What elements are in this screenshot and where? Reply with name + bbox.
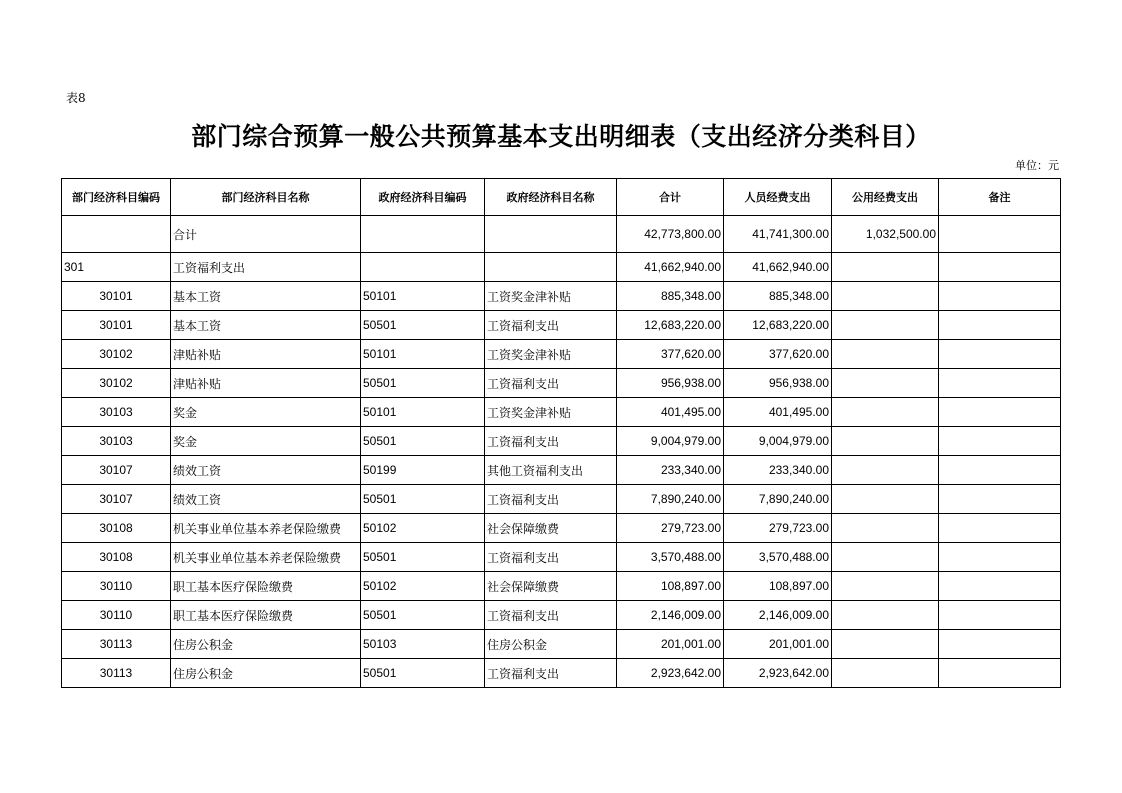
- dept-name-cell: 合计: [171, 216, 361, 253]
- budget-table: [61, 178, 1061, 688]
- gov-name-cell: 住房公积金: [485, 630, 617, 659]
- remark-cell: [939, 311, 1061, 340]
- dept-code-cell: 30102: [62, 340, 171, 369]
- dept-name-cell: 绩效工资: [171, 485, 361, 514]
- gov-name-cell: 工资福利支出: [485, 427, 617, 456]
- dept-name-cell: 奖金: [171, 398, 361, 427]
- dept-code-cell: 30102: [62, 369, 171, 398]
- table-row: [62, 659, 1061, 688]
- public-cell: [832, 311, 939, 340]
- dept-code-cell: 30107: [62, 485, 171, 514]
- gov-code-cell: 50501: [361, 659, 485, 688]
- personnel-cell: 7,890,240.00: [724, 485, 832, 514]
- total-cell: 279,723.00: [617, 514, 724, 543]
- remark-cell: [939, 282, 1061, 311]
- gov-code-cell: 50501: [361, 427, 485, 456]
- public-cell: [832, 427, 939, 456]
- dept-name-cell: 机关事业单位基本养老保险缴费: [171, 543, 361, 572]
- total-cell: 401,495.00: [617, 398, 724, 427]
- dept-name-cell: 基本工资: [171, 311, 361, 340]
- public-cell: [832, 485, 939, 514]
- col-header-gov-code: 政府经济科目编码: [361, 179, 485, 216]
- col-header-dept-code: 部门经济科目编码: [62, 179, 171, 216]
- table-row: [62, 456, 1061, 485]
- personnel-cell: 201,001.00: [724, 630, 832, 659]
- total-cell: 3,570,488.00: [617, 543, 724, 572]
- public-cell: 1,032,500.00: [832, 216, 939, 253]
- table-header-row: [62, 179, 1061, 216]
- gov-name-cell: 工资福利支出: [485, 601, 617, 630]
- personnel-cell: 2,146,009.00: [724, 601, 832, 630]
- personnel-cell: 41,662,940.00: [724, 253, 832, 282]
- total-cell: 2,146,009.00: [617, 601, 724, 630]
- personnel-cell: 2,923,642.00: [724, 659, 832, 688]
- dept-code-cell: [62, 216, 171, 253]
- total-cell: 9,004,979.00: [617, 427, 724, 456]
- remark-cell: [939, 398, 1061, 427]
- personnel-cell: 233,340.00: [724, 456, 832, 485]
- total-cell: 108,897.00: [617, 572, 724, 601]
- dept-name-cell: 机关事业单位基本养老保险缴费: [171, 514, 361, 543]
- public-cell: [832, 282, 939, 311]
- personnel-cell: 401,495.00: [724, 398, 832, 427]
- gov-code-cell: 50102: [361, 572, 485, 601]
- table-row: [62, 572, 1061, 601]
- col-header-total: 合计: [617, 179, 724, 216]
- remark-cell: [939, 485, 1061, 514]
- table-row-total: [62, 216, 1061, 253]
- gov-name-cell: 工资福利支出: [485, 543, 617, 572]
- gov-code-cell: 50102: [361, 514, 485, 543]
- dept-code-cell: 30107: [62, 456, 171, 485]
- dept-name-cell: 住房公积金: [171, 630, 361, 659]
- public-cell: [832, 572, 939, 601]
- total-cell: 42,773,800.00: [617, 216, 724, 253]
- remark-cell: [939, 601, 1061, 630]
- gov-name-cell: 工资福利支出: [485, 311, 617, 340]
- table-row: [62, 398, 1061, 427]
- gov-name-cell: [485, 216, 617, 253]
- dept-code-cell: 30110: [62, 601, 171, 630]
- public-cell: [832, 253, 939, 282]
- table-row: [62, 282, 1061, 311]
- total-cell: 201,001.00: [617, 630, 724, 659]
- personnel-cell: 12,683,220.00: [724, 311, 832, 340]
- gov-name-cell: 工资福利支出: [485, 659, 617, 688]
- total-cell: 956,938.00: [617, 369, 724, 398]
- dept-name-cell: 绩效工资: [171, 456, 361, 485]
- personnel-cell: 9,004,979.00: [724, 427, 832, 456]
- dept-name-cell: 工资福利支出: [171, 253, 361, 282]
- gov-name-cell: 工资奖金津补贴: [485, 282, 617, 311]
- table-row: [62, 485, 1061, 514]
- dept-name-cell: 职工基本医疗保险缴费: [171, 601, 361, 630]
- personnel-cell: 279,723.00: [724, 514, 832, 543]
- dept-name-cell: 津贴补贴: [171, 340, 361, 369]
- personnel-cell: 377,620.00: [724, 340, 832, 369]
- col-header-dept-name: 部门经济科目名称: [171, 179, 361, 216]
- gov-code-cell: 50501: [361, 311, 485, 340]
- gov-code-cell: 50501: [361, 601, 485, 630]
- gov-code-cell: 50101: [361, 340, 485, 369]
- total-cell: 885,348.00: [617, 282, 724, 311]
- remark-cell: [939, 659, 1061, 688]
- public-cell: [832, 514, 939, 543]
- col-header-remark: 备注: [939, 179, 1061, 216]
- public-cell: [832, 398, 939, 427]
- dept-name-cell: 住房公积金: [171, 659, 361, 688]
- col-header-personnel: 人员经费支出: [724, 179, 832, 216]
- public-cell: [832, 630, 939, 659]
- personnel-cell: 41,741,300.00: [724, 216, 832, 253]
- total-cell: 2,923,642.00: [617, 659, 724, 688]
- gov-name-cell: 社会保障缴费: [485, 572, 617, 601]
- gov-code-cell: [361, 216, 485, 253]
- dept-code-cell: 301: [62, 253, 171, 282]
- total-cell: 7,890,240.00: [617, 485, 724, 514]
- dept-name-cell: 津贴补贴: [171, 369, 361, 398]
- dept-name-cell: 基本工资: [171, 282, 361, 311]
- remark-cell: [939, 216, 1061, 253]
- remark-cell: [939, 369, 1061, 398]
- gov-code-cell: 50501: [361, 369, 485, 398]
- public-cell: [832, 659, 939, 688]
- personnel-cell: 108,897.00: [724, 572, 832, 601]
- gov-name-cell: 工资福利支出: [485, 485, 617, 514]
- dept-code-cell: 30103: [62, 427, 171, 456]
- dept-code-cell: 30110: [62, 572, 171, 601]
- table-row: [62, 311, 1061, 340]
- unit-label: 单位：元: [1015, 159, 1059, 172]
- table-row: [62, 340, 1061, 369]
- dept-code-cell: 30113: [62, 630, 171, 659]
- dept-code-cell: 30101: [62, 282, 171, 311]
- table-row: [62, 369, 1061, 398]
- gov-code-cell: 50199: [361, 456, 485, 485]
- gov-name-cell: [485, 253, 617, 282]
- col-header-public: 公用经费支出: [832, 179, 939, 216]
- dept-name-cell: 职工基本医疗保险缴费: [171, 572, 361, 601]
- public-cell: [832, 369, 939, 398]
- gov-name-cell: 社会保障缴费: [485, 514, 617, 543]
- dept-code-cell: 30103: [62, 398, 171, 427]
- remark-cell: [939, 572, 1061, 601]
- gov-name-cell: 工资奖金津补贴: [485, 340, 617, 369]
- gov-name-cell: 其他工资福利支出: [485, 456, 617, 485]
- gov-code-cell: [361, 253, 485, 282]
- table-row: [62, 253, 1061, 282]
- page-title: 部门综合预算一般公共预算基本支出明细表（支出经济分类科目）: [191, 122, 931, 151]
- total-cell: 41,662,940.00: [617, 253, 724, 282]
- public-cell: [832, 543, 939, 572]
- public-cell: [832, 456, 939, 485]
- personnel-cell: 3,570,488.00: [724, 543, 832, 572]
- total-cell: 12,683,220.00: [617, 311, 724, 340]
- remark-cell: [939, 630, 1061, 659]
- remark-cell: [939, 427, 1061, 456]
- gov-name-cell: 工资福利支出: [485, 369, 617, 398]
- remark-cell: [939, 253, 1061, 282]
- remark-cell: [939, 340, 1061, 369]
- dept-name-cell: 奖金: [171, 427, 361, 456]
- table-row: [62, 601, 1061, 630]
- gov-code-cell: 50501: [361, 485, 485, 514]
- total-cell: 377,620.00: [617, 340, 724, 369]
- gov-code-cell: 50501: [361, 543, 485, 572]
- table-row: [62, 514, 1061, 543]
- gov-name-cell: 工资奖金津补贴: [485, 398, 617, 427]
- remark-cell: [939, 543, 1061, 572]
- table-number: 表8: [66, 91, 86, 105]
- table-row: [62, 543, 1061, 572]
- public-cell: [832, 601, 939, 630]
- remark-cell: [939, 456, 1061, 485]
- dept-code-cell: 30113: [62, 659, 171, 688]
- table-row: [62, 630, 1061, 659]
- gov-code-cell: 50101: [361, 282, 485, 311]
- gov-code-cell: 50103: [361, 630, 485, 659]
- dept-code-cell: 30101: [62, 311, 171, 340]
- gov-code-cell: 50101: [361, 398, 485, 427]
- public-cell: [832, 340, 939, 369]
- col-header-gov-name: 政府经济科目名称: [485, 179, 617, 216]
- total-cell: 233,340.00: [617, 456, 724, 485]
- personnel-cell: 885,348.00: [724, 282, 832, 311]
- dept-code-cell: 30108: [62, 514, 171, 543]
- table-row: [62, 427, 1061, 456]
- personnel-cell: 956,938.00: [724, 369, 832, 398]
- dept-code-cell: 30108: [62, 543, 171, 572]
- remark-cell: [939, 514, 1061, 543]
